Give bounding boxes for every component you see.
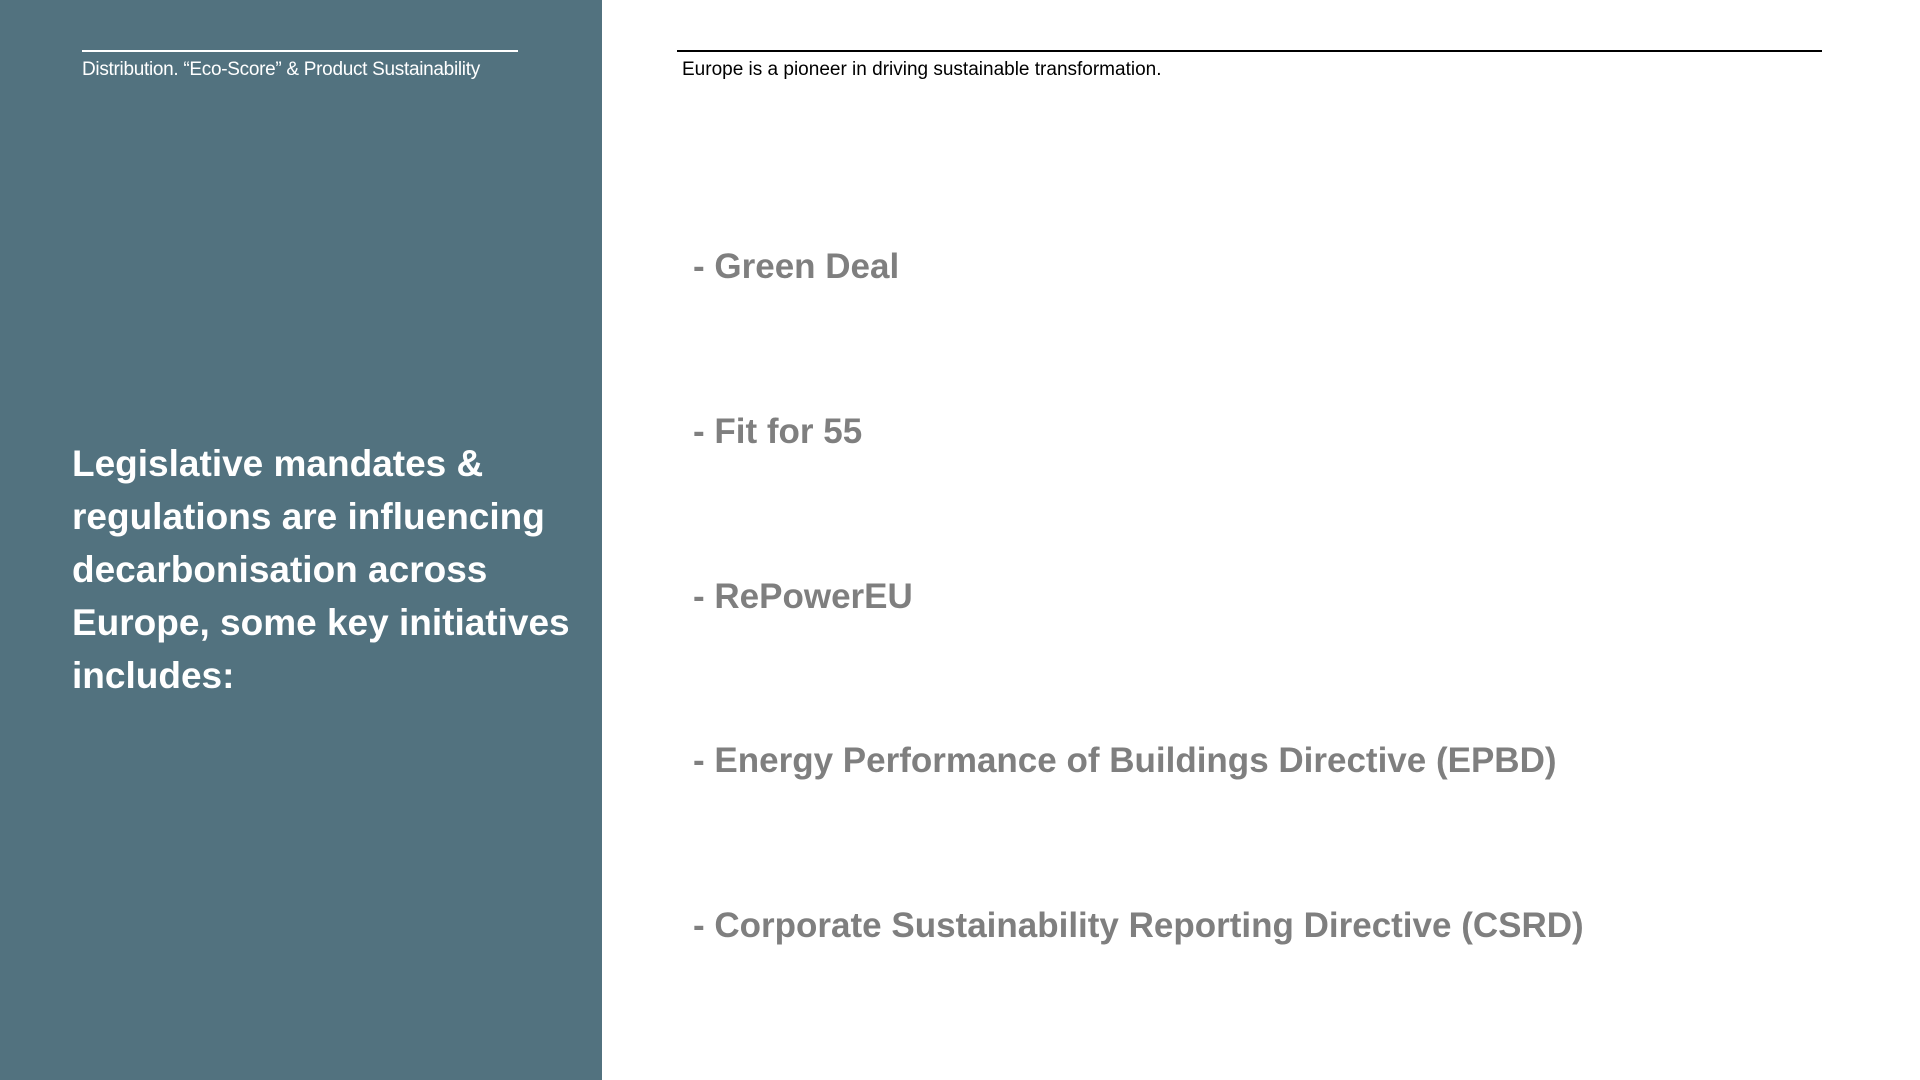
left-header-rule: [82, 50, 518, 52]
left-panel: [0, 0, 602, 1080]
initiative-fit-for-55: - Fit for 55: [693, 412, 863, 451]
initiative-green-deal: - Green Deal: [693, 247, 900, 286]
initiative-csrd: - Corporate Sustainability Reporting Directive (CSRD): [693, 906, 1584, 945]
right-header-rule: [677, 50, 1822, 52]
initiative-repowereu: - RePowerEU: [693, 577, 913, 616]
right-section-header: Europe is a pioneer in driving sustainable transformation.: [682, 59, 1162, 80]
initiative-epbd: - Energy Performance of Buildings Directive (EPBD): [693, 741, 1557, 780]
left-heading: Legislative mandates & regulations are influencing decarbonisation across Europe, some key initiatives includes:: [72, 443, 570, 696]
left-section-header: Distribution. “Eco-Score” & Product Sustainability: [82, 59, 480, 80]
